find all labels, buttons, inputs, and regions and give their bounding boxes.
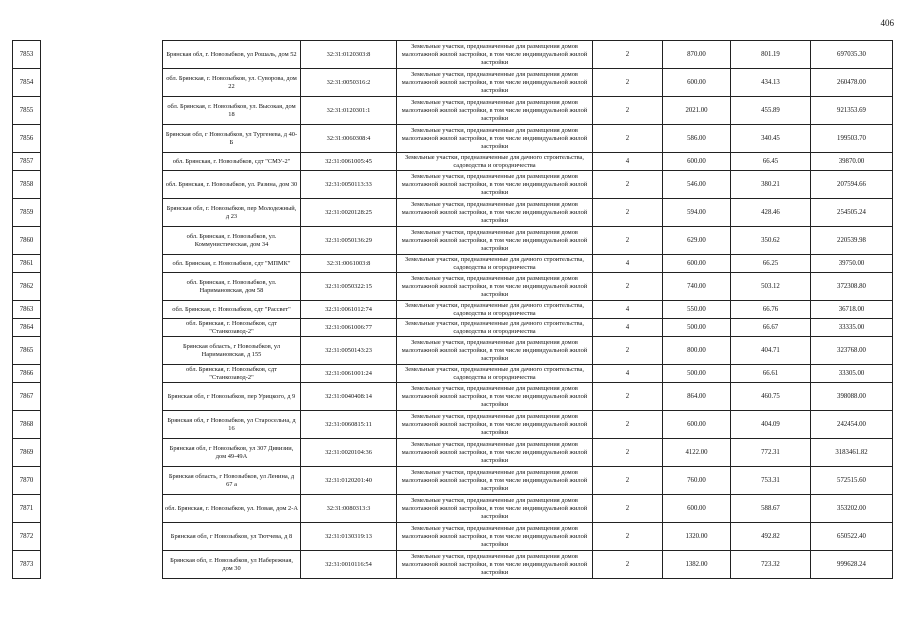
cadastral-number-cell: 32:31:0060308:4: [301, 125, 397, 153]
table-row: [13, 69, 893, 97]
row-number-cell: 7872: [13, 523, 41, 551]
spacer-cell: [41, 97, 163, 125]
cadastral-value-cell: 999628.24: [811, 551, 893, 579]
cadastral-value-cell: 33335.00: [811, 319, 893, 337]
group-number-cell: 4: [593, 255, 663, 273]
row-number-cell: 7857: [13, 153, 41, 171]
cadastral-value-cell: 39750.00: [811, 255, 893, 273]
land-use-cell: Земельные участки, предназначенные для размещения домов малоэтажной жилой застройки, в том числе индивидуальной жилой застройки: [397, 411, 593, 439]
spacer-cell: [41, 41, 163, 69]
table-row: [13, 411, 893, 439]
cadastral-number-cell: 32:31:0120201:40: [301, 467, 397, 495]
land-use-cell: Земельные участки, предназначенные для размещения домов малоэтажной жилой застройки, в том числе индивидуальной жилой застройки: [397, 41, 593, 69]
cadastral-number-cell: 32:31:0061003:8: [301, 255, 397, 273]
land-use-cell: Земельные участки, предназначенные для дачного строительства, садоводства и огородничества: [397, 301, 593, 319]
row-number-cell: 7873: [13, 551, 41, 579]
area-cell: 800.00: [663, 337, 731, 365]
cadastral-value-cell: 207594.66: [811, 171, 893, 199]
area-cell: 594.00: [663, 199, 731, 227]
group-number-cell: 2: [593, 467, 663, 495]
cadastral-number-cell: 32:31:0080313:3: [301, 495, 397, 523]
land-use-cell: Земельные участки, предназначенные для размещения домов малоэтажной жилой застройки, в том числе индивидуальной жилой застройки: [397, 171, 593, 199]
group-number-cell: 2: [593, 439, 663, 467]
row-number-cell: 7853: [13, 41, 41, 69]
table-row: [13, 523, 893, 551]
row-number-cell: 7867: [13, 383, 41, 411]
spacer-cell: [41, 411, 163, 439]
specific-value-cell: 66.45: [731, 153, 811, 171]
spacer-cell: [41, 365, 163, 383]
cadastral-value-table: [12, 40, 893, 579]
address-cell: обл. Брянская, г. Новозыбков, ул. Наримановская, дом 58: [163, 273, 301, 301]
cadastral-value-cell: 36718.00: [811, 301, 893, 319]
cadastral-number-cell: 32:31:0050113:33: [301, 171, 397, 199]
table-row: [13, 171, 893, 199]
cadastral-value-cell: 572515.60: [811, 467, 893, 495]
cadastral-value-cell: 33305.00: [811, 365, 893, 383]
address-cell: обл. Брянская, г. Новозыбков, сдт "Станкозавод-2": [163, 319, 301, 337]
cadastral-number-cell: 32:31:0050316:2: [301, 69, 397, 97]
land-use-cell: Земельные участки, предназначенные для дачного строительства, садоводства и огородничества: [397, 255, 593, 273]
group-number-cell: 2: [593, 523, 663, 551]
cadastral-value-cell: 242454.00: [811, 411, 893, 439]
table-row: [13, 153, 893, 171]
table-row: [13, 319, 893, 337]
cadastral-number-cell: 32:31:0040408:14: [301, 383, 397, 411]
group-number-cell: 4: [593, 365, 663, 383]
row-number-cell: 7865: [13, 337, 41, 365]
row-number-cell: 7858: [13, 171, 41, 199]
area-cell: 586.00: [663, 125, 731, 153]
specific-value-cell: 66.76: [731, 301, 811, 319]
specific-value-cell: 723.32: [731, 551, 811, 579]
address-cell: Брянская обл, г. Новозыбков, пер Молодежный, д 23: [163, 199, 301, 227]
group-number-cell: 2: [593, 171, 663, 199]
address-cell: обл. Брянская, г. Новозыбков, ул. Новая, дом 2-А: [163, 495, 301, 523]
cadastral-number-cell: 32:31:0061005:45: [301, 153, 397, 171]
spacer-cell: [41, 255, 163, 273]
area-cell: 1320.00: [663, 523, 731, 551]
specific-value-cell: 350.62: [731, 227, 811, 255]
specific-value-cell: 772.31: [731, 439, 811, 467]
cadastral-value-cell: 323768.00: [811, 337, 893, 365]
group-number-cell: 2: [593, 273, 663, 301]
cadastral-number-cell: 32:31:0050143:23: [301, 337, 397, 365]
spacer-cell: [41, 227, 163, 255]
group-number-cell: 2: [593, 41, 663, 69]
address-cell: обл. Брянская, г. Новозыбков, сдт "Рассвет": [163, 301, 301, 319]
cadastral-value-cell: 254505.24: [811, 199, 893, 227]
group-number-cell: 2: [593, 411, 663, 439]
area-cell: 600.00: [663, 495, 731, 523]
area-cell: 864.00: [663, 383, 731, 411]
area-cell: 500.00: [663, 365, 731, 383]
land-use-cell: Земельные участки, предназначенные для размещения домов малоэтажной жилой застройки, в том числе индивидуальной жилой застройки: [397, 273, 593, 301]
cadastral-value-cell: 260478.00: [811, 69, 893, 97]
spacer-cell: [41, 125, 163, 153]
address-cell: Брянская обл, г Новозыбков, ул Тютчева, д 8: [163, 523, 301, 551]
row-number-cell: 7869: [13, 439, 41, 467]
specific-value-cell: 428.46: [731, 199, 811, 227]
spacer-cell: [41, 523, 163, 551]
cadastral-value-cell: 398088.00: [811, 383, 893, 411]
area-cell: 740.00: [663, 273, 731, 301]
row-number-cell: 7871: [13, 495, 41, 523]
row-number-cell: 7866: [13, 365, 41, 383]
group-number-cell: 2: [593, 337, 663, 365]
cadastral-number-cell: 32:31:0120301:1: [301, 97, 397, 125]
area-cell: 550.00: [663, 301, 731, 319]
specific-value-cell: 66.61: [731, 365, 811, 383]
cadastral-number-cell: 32:31:0020104:36: [301, 439, 397, 467]
row-number-cell: 7863: [13, 301, 41, 319]
address-cell: Брянская область, г Новозыбков, ул Ленина, д 67 а: [163, 467, 301, 495]
spacer-cell: [41, 383, 163, 411]
cadastral-value-cell: 697035.30: [811, 41, 893, 69]
land-use-cell: Земельные участки, предназначенные для размещения домов малоэтажной жилой застройки, в том числе индивидуальной жилой застройки: [397, 495, 593, 523]
table-row: [13, 337, 893, 365]
address-cell: обл. Брянская, г. Новозыбков, ул. Высокая, дом 18: [163, 97, 301, 125]
specific-value-cell: 340.45: [731, 125, 811, 153]
cadastral-value-cell: 3183461.82: [811, 439, 893, 467]
cadastral-number-cell: 32:31:0130319:13: [301, 523, 397, 551]
table-row: [13, 227, 893, 255]
spacer-cell: [41, 319, 163, 337]
cadastral-number-cell: 32:31:0020128:25: [301, 199, 397, 227]
land-use-cell: Земельные участки, предназначенные для дачного строительства, садоводства и огородничества: [397, 153, 593, 171]
specific-value-cell: 404.09: [731, 411, 811, 439]
land-use-cell: Земельные участки, предназначенные для размещения домов малоэтажной жилой застройки, в том числе индивидуальной жилой застройки: [397, 383, 593, 411]
group-number-cell: 2: [593, 97, 663, 125]
cadastral-number-cell: 32:31:0010116:54: [301, 551, 397, 579]
group-number-cell: 2: [593, 125, 663, 153]
area-cell: 600.00: [663, 69, 731, 97]
address-cell: Брянская обл, г Новозыбков, ул Старосельна, д 16: [163, 411, 301, 439]
specific-value-cell: 66.67: [731, 319, 811, 337]
area-cell: 546.00: [663, 171, 731, 199]
table-row: [13, 41, 893, 69]
group-number-cell: 2: [593, 69, 663, 97]
row-number-cell: 7860: [13, 227, 41, 255]
address-cell: Брянская обл, г Новозыбков, ул Тургенева, д 40-Б: [163, 125, 301, 153]
area-cell: 500.00: [663, 319, 731, 337]
cadastral-number-cell: 32:31:0120303:8: [301, 41, 397, 69]
row-number-cell: 7855: [13, 97, 41, 125]
spacer-cell: [41, 467, 163, 495]
specific-value-cell: 404.71: [731, 337, 811, 365]
land-use-cell: Земельные участки, предназначенные для размещения домов малоэтажной жилой застройки, в том числе индивидуальной жилой застройки: [397, 337, 593, 365]
group-number-cell: 2: [593, 199, 663, 227]
cadastral-number-cell: 32:31:0061001:24: [301, 365, 397, 383]
group-number-cell: 2: [593, 495, 663, 523]
spacer-cell: [41, 495, 163, 523]
group-number-cell: 4: [593, 153, 663, 171]
address-cell: обл. Брянская, г. Новозыбков, сдт "Станкозавод-2": [163, 365, 301, 383]
group-number-cell: 2: [593, 227, 663, 255]
cadastral-value-cell: 921353.69: [811, 97, 893, 125]
cadastral-number-cell: 32:31:0061012:74: [301, 301, 397, 319]
spacer-cell: [41, 171, 163, 199]
group-number-cell: 2: [593, 383, 663, 411]
address-cell: обл. Брянская, г. Новозыбков, ул. Суворова, дом 22: [163, 69, 301, 97]
row-number-cell: 7862: [13, 273, 41, 301]
table-row: [13, 467, 893, 495]
land-use-cell: Земельные участки, предназначенные для размещения домов малоэтажной жилой застройки, в том числе индивидуальной жилой застройки: [397, 439, 593, 467]
area-cell: 629.00: [663, 227, 731, 255]
row-number-cell: 7870: [13, 467, 41, 495]
spacer-cell: [41, 69, 163, 97]
table-body: [13, 41, 893, 579]
group-number-cell: 2: [593, 551, 663, 579]
row-number-cell: 7868: [13, 411, 41, 439]
cadastral-value-cell: 353202.00: [811, 495, 893, 523]
specific-value-cell: 801.19: [731, 41, 811, 69]
address-cell: Брянская обл, г Новозыбков, ул 307 Дивизии, дом 49-49А: [163, 439, 301, 467]
specific-value-cell: 434.13: [731, 69, 811, 97]
cadastral-number-cell: 32:31:0061006:77: [301, 319, 397, 337]
spacer-cell: [41, 153, 163, 171]
cadastral-value-cell: 220539.98: [811, 227, 893, 255]
specific-value-cell: 455.89: [731, 97, 811, 125]
address-cell: обл. Брянская, г. Новозыбков, сдт "СМУ-2": [163, 153, 301, 171]
row-number-cell: 7864: [13, 319, 41, 337]
table-row: [13, 495, 893, 523]
table-row: [13, 97, 893, 125]
table-row: [13, 301, 893, 319]
address-cell: обл. Брянская, г. Новозыбков, ул. Коммунистическая, дом 34: [163, 227, 301, 255]
land-use-cell: Земельные участки, предназначенные для размещения домов малоэтажной жилой застройки, в том числе индивидуальной жилой застройки: [397, 69, 593, 97]
address-cell: Брянская обл, г. Новозыбков, ул Рошаль, дом 52: [163, 41, 301, 69]
address-cell: Брянская область, г Новозыбков, ул Наримановская, д 155: [163, 337, 301, 365]
address-cell: Брянская обл, г Новозыбков, пер Урицкого, д 9: [163, 383, 301, 411]
land-use-cell: Земельные участки, предназначенные для размещения домов малоэтажной жилой застройки, в том числе индивидуальной жилой застройки: [397, 125, 593, 153]
land-use-cell: Земельные участки, предназначенные для размещения домов малоэтажной жилой застройки, в том числе индивидуальной жилой застройки: [397, 523, 593, 551]
table-row: [13, 551, 893, 579]
table-row: [13, 383, 893, 411]
spacer-cell: [41, 273, 163, 301]
row-number-cell: 7861: [13, 255, 41, 273]
area-cell: 600.00: [663, 255, 731, 273]
table-row: [13, 439, 893, 467]
row-number-cell: 7859: [13, 199, 41, 227]
spacer-cell: [41, 439, 163, 467]
address-cell: Брянская обл, г. Новозыбков, ул Набережная, дом 30: [163, 551, 301, 579]
group-number-cell: 4: [593, 301, 663, 319]
area-cell: 1382.00: [663, 551, 731, 579]
cadastral-number-cell: 32:31:0050136:29: [301, 227, 397, 255]
table-row: [13, 199, 893, 227]
specific-value-cell: 66.25: [731, 255, 811, 273]
area-cell: 600.00: [663, 411, 731, 439]
land-use-cell: Земельные участки, предназначенные для размещения домов малоэтажной жилой застройки, в том числе индивидуальной жилой застройки: [397, 199, 593, 227]
land-use-cell: Земельные участки, предназначенные для дачного строительства, садоводства и огородничества: [397, 319, 593, 337]
specific-value-cell: 380.21: [731, 171, 811, 199]
land-use-cell: Земельные участки, предназначенные для размещения домов малоэтажной жилой застройки, в том числе индивидуальной жилой застройки: [397, 467, 593, 495]
spacer-cell: [41, 199, 163, 227]
specific-value-cell: 588.67: [731, 495, 811, 523]
area-cell: 600.00: [663, 153, 731, 171]
table-row: [13, 255, 893, 273]
specific-value-cell: 753.31: [731, 467, 811, 495]
group-number-cell: 4: [593, 319, 663, 337]
land-use-cell: Земельные участки, предназначенные для размещения домов малоэтажной жилой застройки, в том числе индивидуальной жилой застройки: [397, 551, 593, 579]
land-use-cell: Земельные участки, предназначенные для размещения домов малоэтажной жилой застройки, в том числе индивидуальной жилой застройки: [397, 97, 593, 125]
table-row: [13, 273, 893, 301]
land-use-cell: Земельные участки, предназначенные для размещения домов малоэтажной жилой застройки, в том числе индивидуальной жилой застройки: [397, 227, 593, 255]
specific-value-cell: 460.75: [731, 383, 811, 411]
cadastral-value-cell: 372308.80: [811, 273, 893, 301]
specific-value-cell: 503.12: [731, 273, 811, 301]
spacer-cell: [41, 337, 163, 365]
page-number: 406: [880, 18, 894, 28]
area-cell: 4122.00: [663, 439, 731, 467]
row-number-cell: 7854: [13, 69, 41, 97]
table-row: [13, 365, 893, 383]
cadastral-number-cell: 32:31:0050322:15: [301, 273, 397, 301]
land-use-cell: Земельные участки, предназначенные для дачного строительства, садоводства и огородничества: [397, 365, 593, 383]
cadastral-value-cell: 39870.00: [811, 153, 893, 171]
area-cell: 870.00: [663, 41, 731, 69]
spacer-cell: [41, 551, 163, 579]
address-cell: обл. Брянская, г. Новозыбков, ул. Разина, дом 30: [163, 171, 301, 199]
cadastral-number-cell: 32:31:0060815:11: [301, 411, 397, 439]
cadastral-value-cell: 650522.40: [811, 523, 893, 551]
cadastral-value-cell: 199503.70: [811, 125, 893, 153]
area-cell: 2021.00: [663, 97, 731, 125]
spacer-cell: [41, 301, 163, 319]
row-number-cell: 7856: [13, 125, 41, 153]
area-cell: 760.00: [663, 467, 731, 495]
specific-value-cell: 492.82: [731, 523, 811, 551]
address-cell: обл. Брянская, г. Новозыбков, сдт "МПМК": [163, 255, 301, 273]
table-row: [13, 125, 893, 153]
